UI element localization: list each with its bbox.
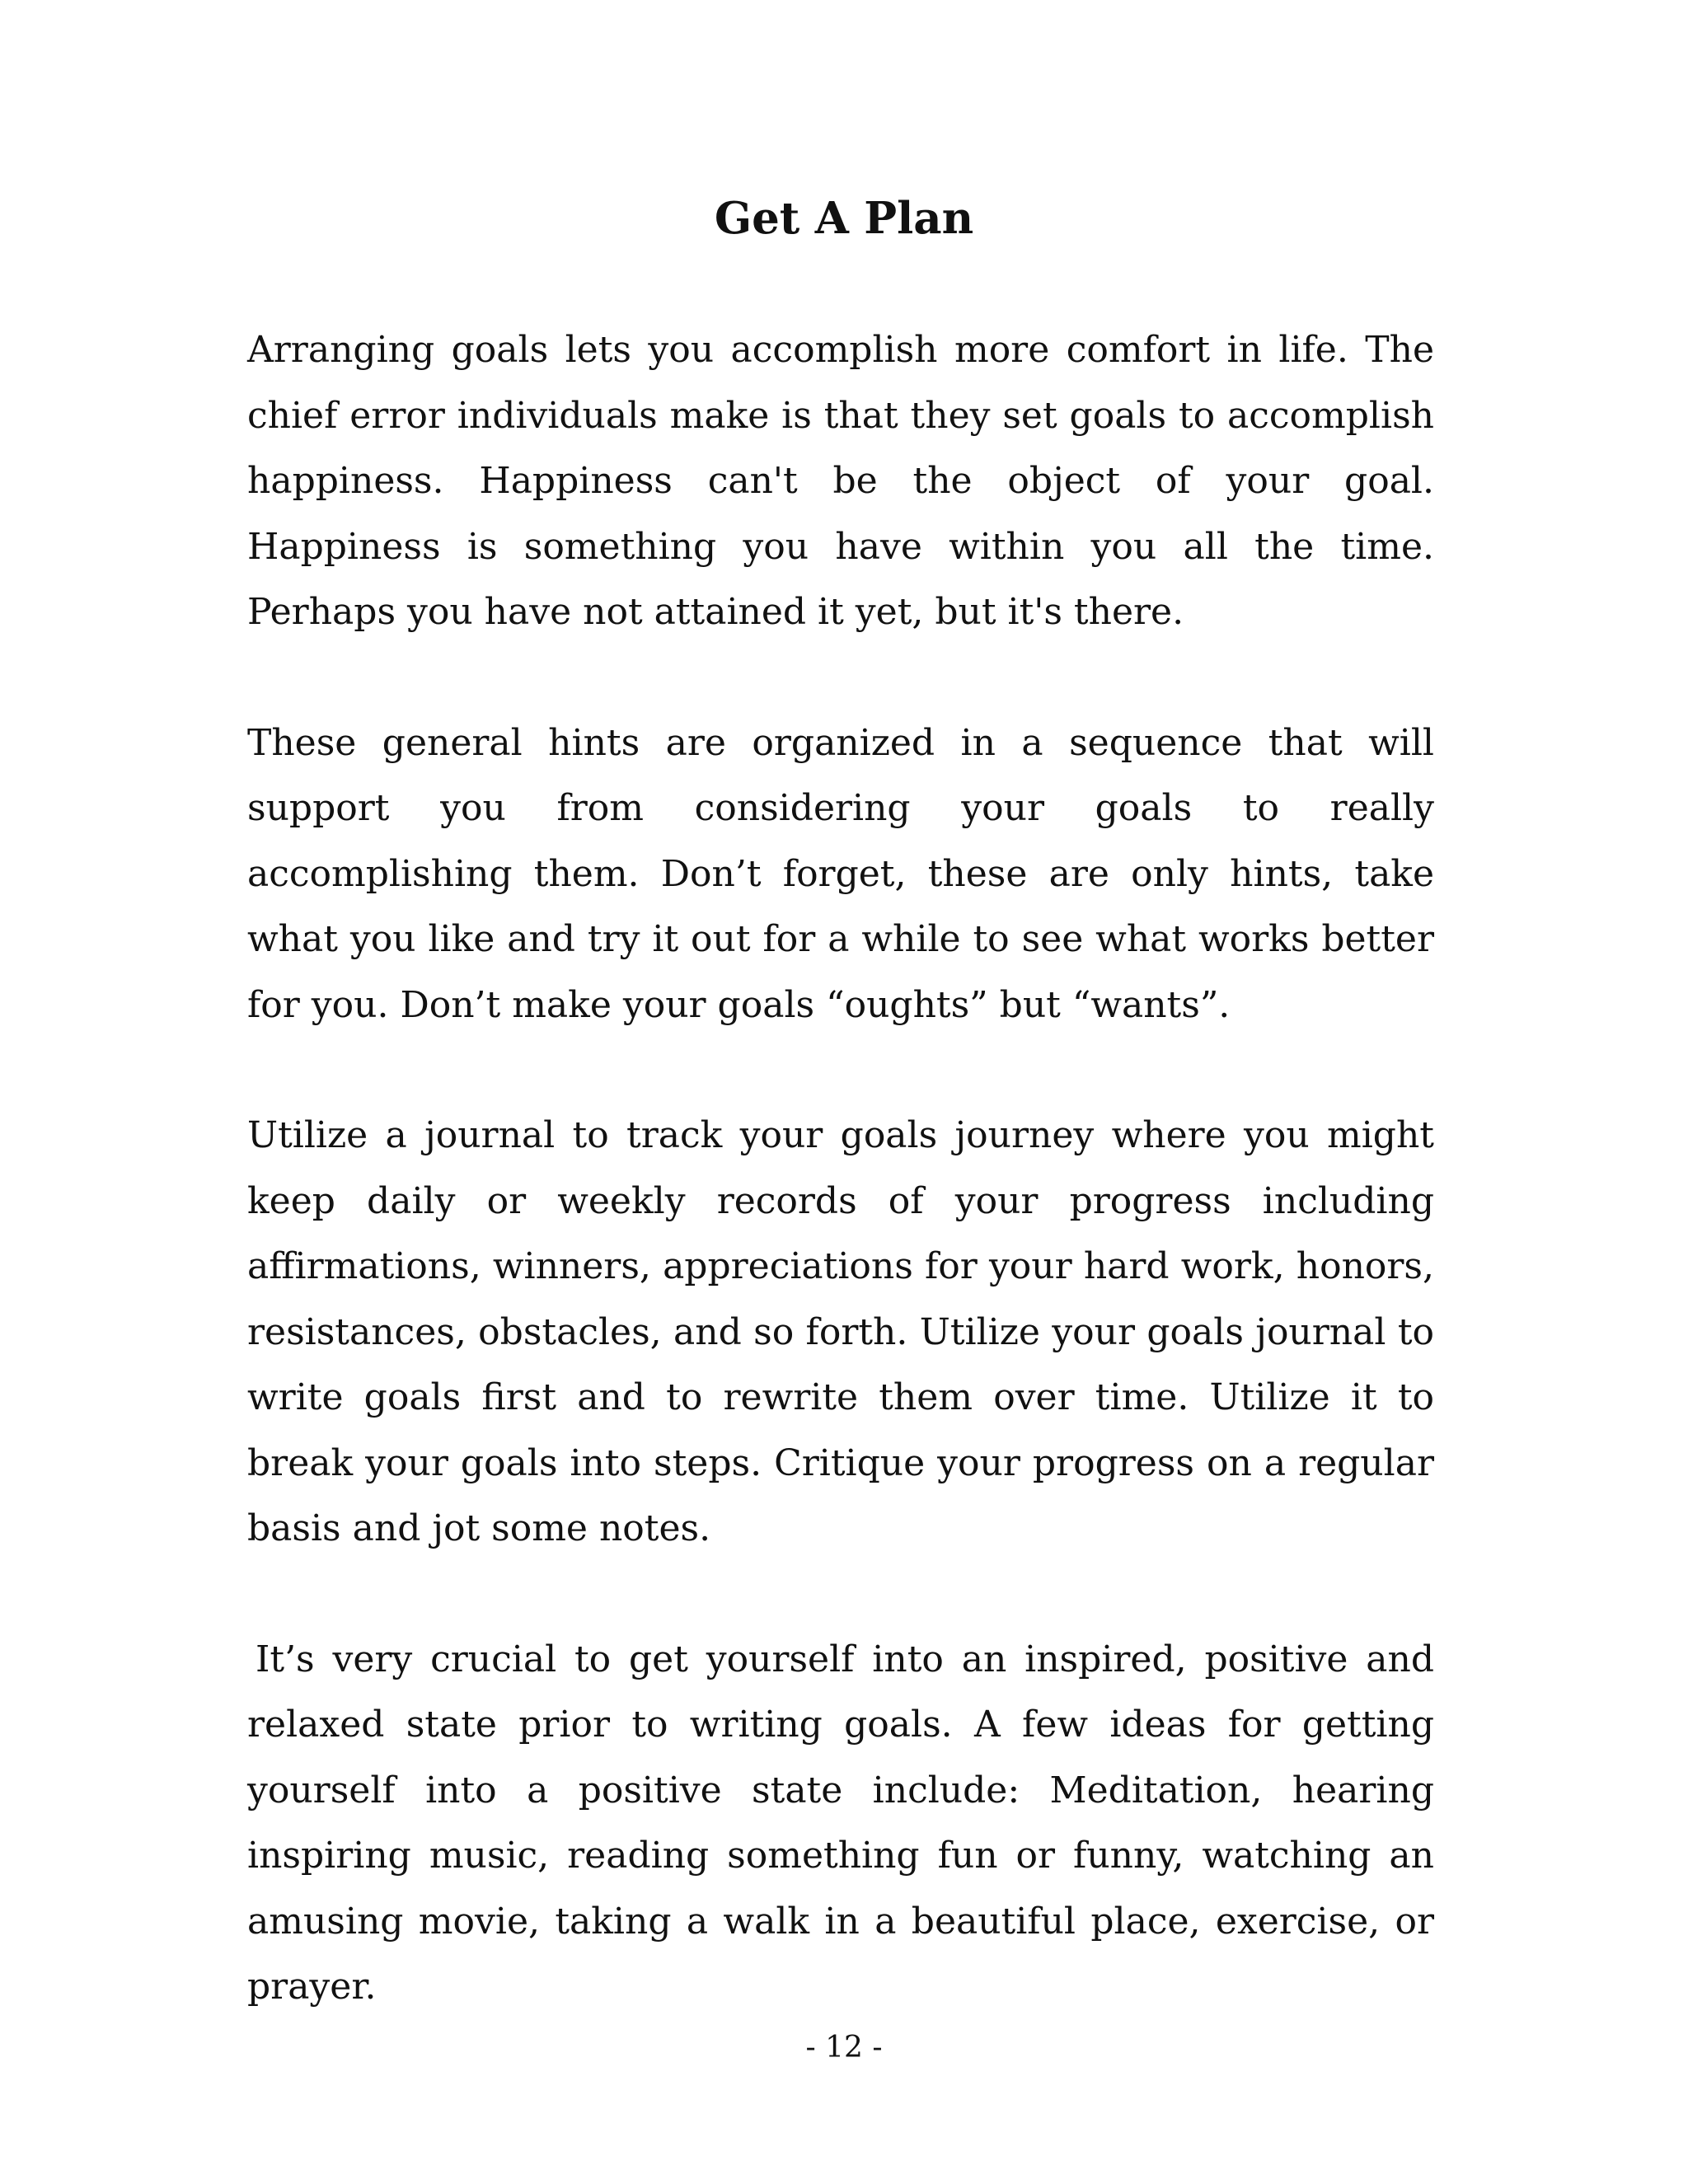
- paragraph-2: These general hints are organized in a sequence that will support you from considering your goals to really accomplishing them. Don’t forget, these are only hints, take what you like and try it out for a while to see what works better for you. Don’t make your goals “oughts” but “wants”.: [247, 721, 1434, 1026]
- paragraph-4: It’s very crucial to get yourself into an inspired, positive and relaxed state prior to writing goals. A few ideas for getting yourself into a positive state include: Meditation, hearing inspiring music, reading something fun or funny, watching an amusing movie, taking a walk in a beautiful place, exercise, or prayer.: [247, 1638, 1434, 2008]
- paragraph-3: Utilize a journal to track your goals journey where you might keep daily or weekly records of your progress including affirmations, winners, appreciations for your hard work, honors, resistances, obstacles, and so forth. Utilize your goals journal to write goals first and to rewrite them over time. Utilize it to break your goals into steps. Critique your progress on a regular basis and jot some notes.: [247, 1114, 1434, 1549]
- paragraph-1: Arranging goals lets you accomplish more comfort in life. The chief error individuals make is that they set goals to accomplish happiness. Happiness can't be the object of your goal. Happiness is something you have within you all the time. Perhaps you have not attained it yet, but it's there.: [247, 329, 1434, 633]
- page-title: Get A Plan: [714, 193, 974, 244]
- body-text: [247, 317, 1434, 2085]
- page-number: - 12 -: [805, 2031, 883, 2064]
